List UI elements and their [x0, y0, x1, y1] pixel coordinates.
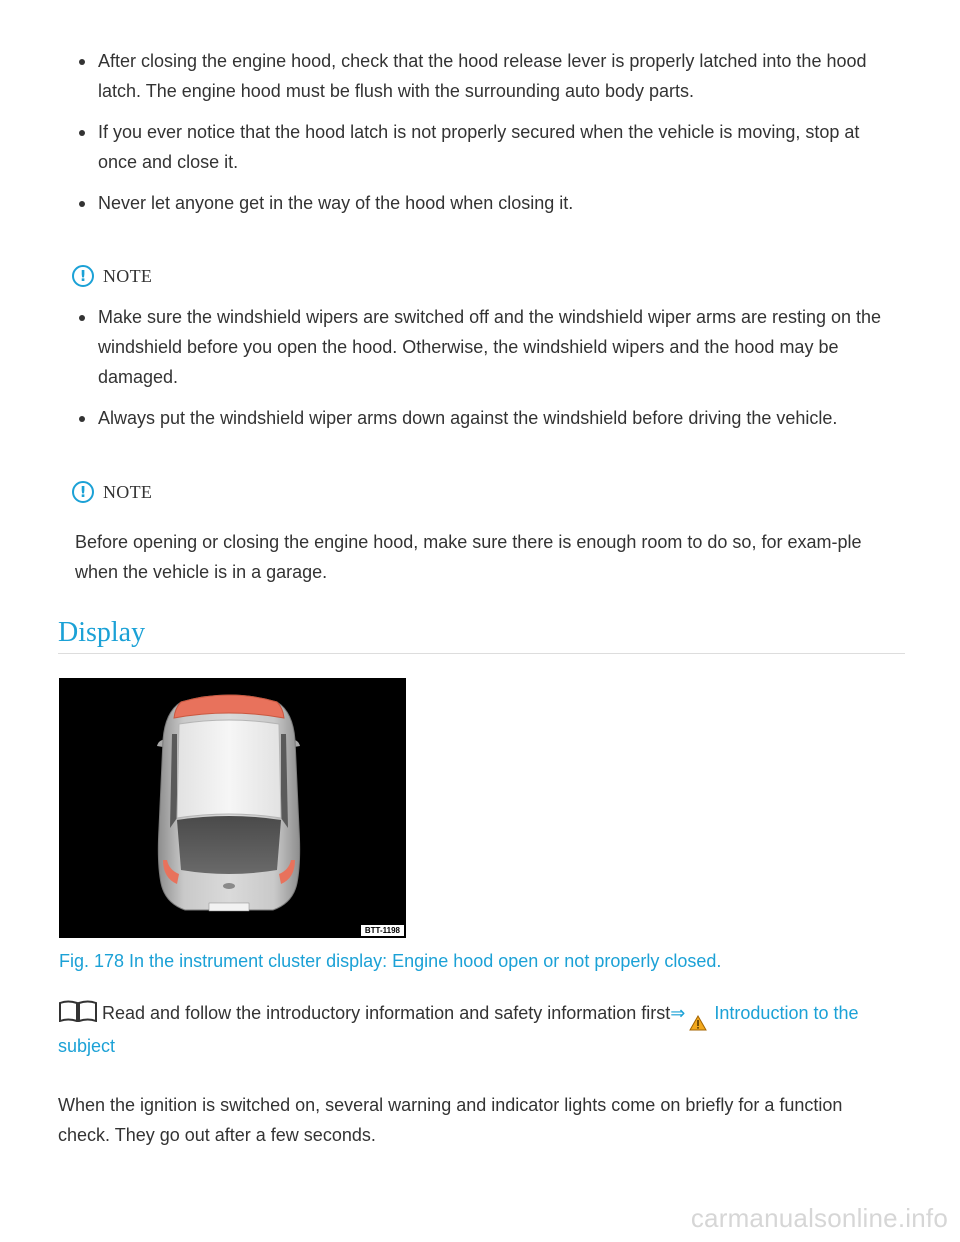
list-item [98, 46, 898, 106]
note-header [72, 263, 152, 289]
car-top-view-illustration [59, 678, 406, 938]
note-label: NOTE [103, 481, 153, 502]
intro-paragraph [58, 998, 898, 1061]
warning-triangle-icon [689, 1015, 707, 1031]
figure-tag: BTT-1198 [361, 925, 404, 936]
introduction-link[interactable]: Introduction to the subject [58, 1003, 859, 1056]
exclamation-circle-icon: ! [72, 481, 94, 503]
figure-car-illustration [59, 678, 406, 938]
bullet-text: Make sure the windshield wipers are switched off and the windshield wiper arms are resting on the windshield before you open the hood. Otherwise, the windshield wipers and the hood may be damaged. [98, 307, 882, 387]
book-icon [58, 1000, 98, 1022]
watermark: carmanualsonline.info [690, 1203, 948, 1233]
section-divider [58, 653, 905, 654]
bullet-dot [79, 416, 85, 422]
trunk-emblem [223, 883, 235, 889]
bullet-text: If you ever notice that the hood latch is not properly secured when the vehicle is moving, stop at once and close it. [98, 122, 860, 172]
bullet-text: After closing the engine hood, check that the hood release lever is properly latched into the hood latch. The engine hood must be flush with the surrounding auto body parts. [98, 51, 867, 101]
bullet-dot [79, 201, 85, 207]
exclamation-circle-icon: ! [72, 265, 94, 287]
warning-bullet-list [98, 46, 898, 229]
figure-caption: Fig. 178 In the instrument cluster display: Engine hood open or not properly closed. [59, 951, 722, 971]
rear-window [177, 816, 281, 874]
bullet-dot [79, 59, 85, 65]
section-title: Display [58, 617, 146, 648]
note-header [72, 479, 152, 505]
list-item [98, 302, 898, 392]
ignition-paragraph: When the ignition is switched on, several warning and indicator lights come on briefly for a function check. They go out after a few seconds. [58, 1095, 843, 1145]
bullet-dot [79, 130, 85, 136]
list-item [98, 188, 898, 218]
license-plate [209, 903, 249, 911]
bullet-text: Never let anyone get in the way of the hood when closing it. [98, 193, 574, 213]
car-roof [177, 720, 281, 818]
note-bullet-list [98, 302, 898, 444]
note-label: NOTE [103, 265, 153, 286]
intro-text: Read and follow the introductory information and safety information first [102, 1003, 671, 1023]
link-arrow: ⇒ [670, 1003, 686, 1023]
list-item [98, 403, 898, 433]
list-item [98, 117, 898, 177]
bullet-dot [79, 315, 85, 321]
note-text: Before opening or closing the engine hood, make sure there is enough room to do so, for exam-ple when the vehicle is in a garage. [75, 532, 862, 582]
bullet-text: Always put the windshield wiper arms down against the windshield before driving the vehicle. [98, 408, 838, 428]
